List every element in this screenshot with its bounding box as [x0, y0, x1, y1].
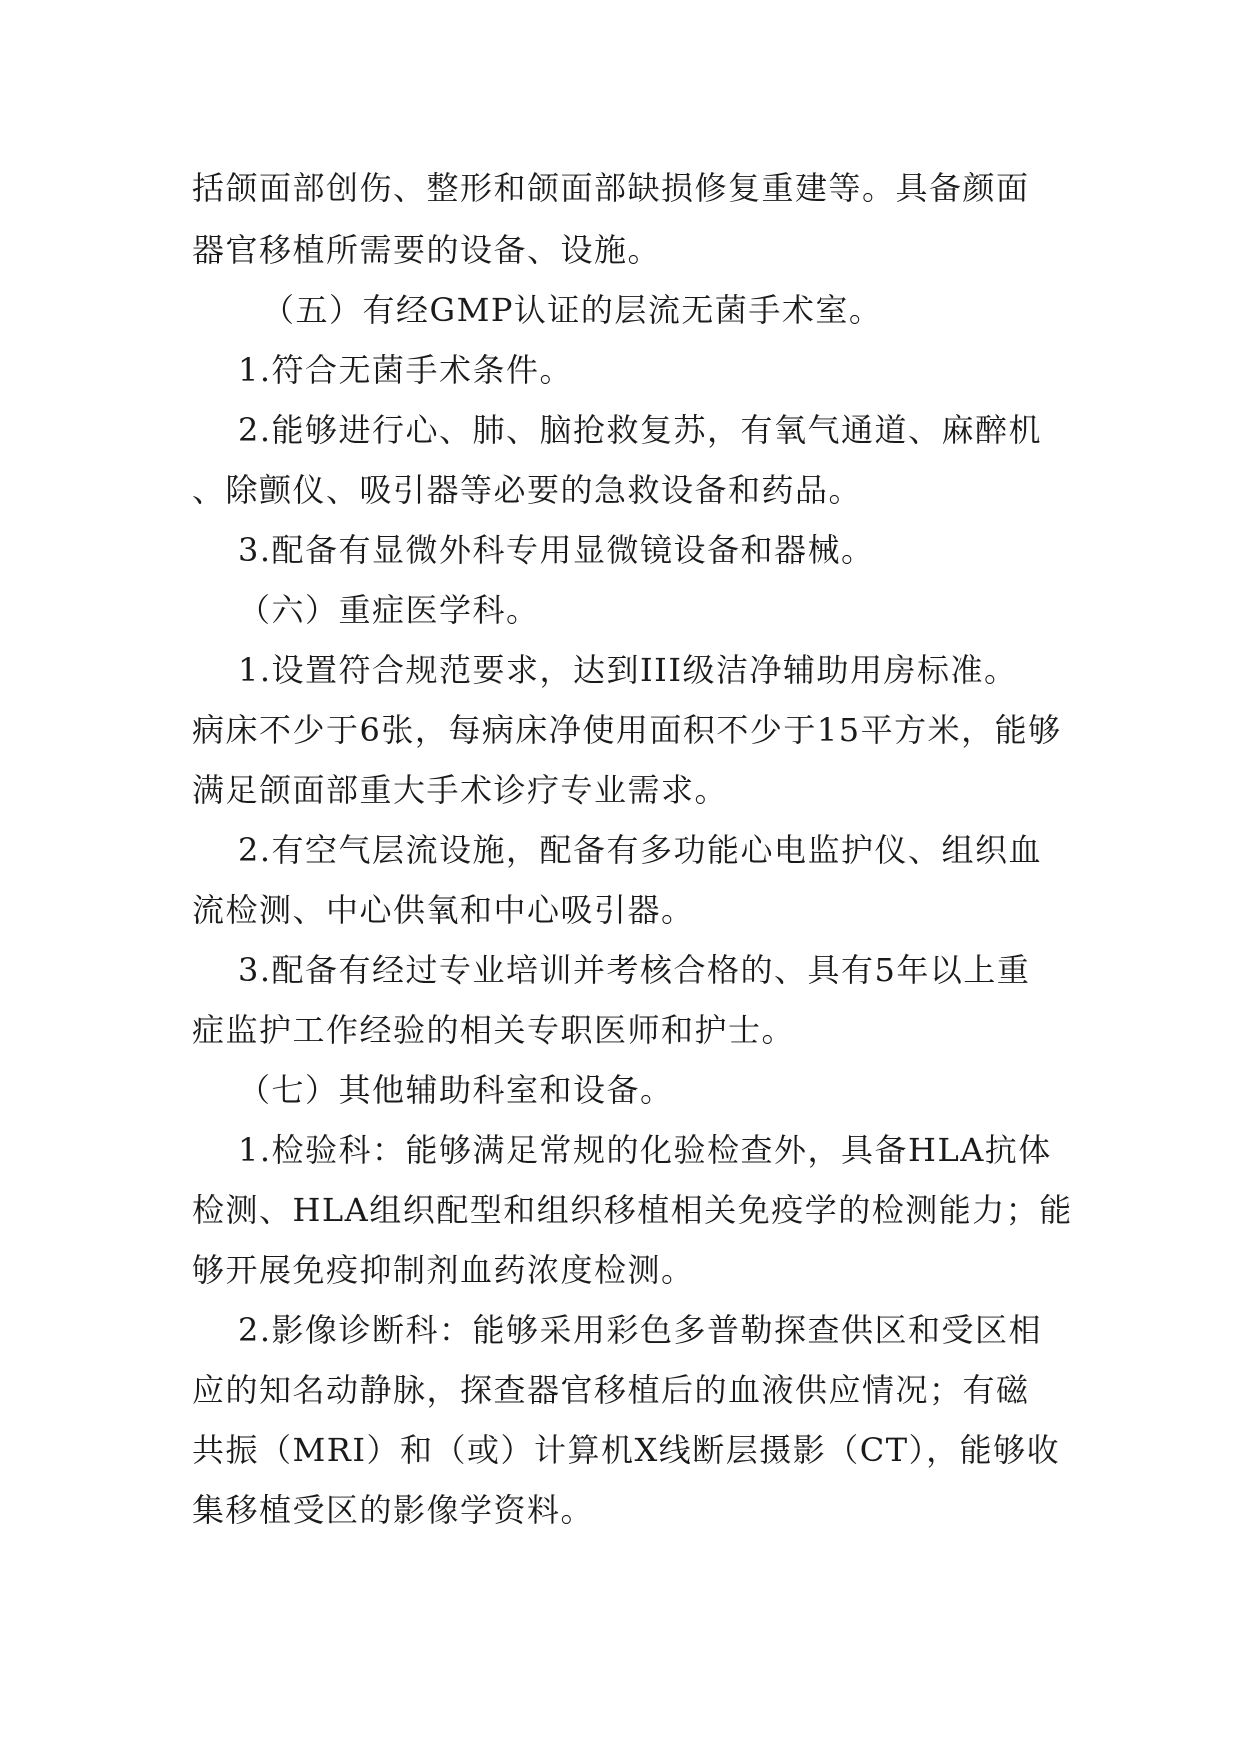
- list-item: 2.影像诊断科：能够采用彩色多普勒探查供区和受区相: [238, 1311, 1043, 1349]
- section-heading: （六）重症医学科。: [238, 591, 540, 629]
- text-line: 、除颤仪、吸引器等必要的急救设备和药品。: [192, 471, 863, 509]
- list-item: 3.配备有经过专业培训并考核合格的、具有5年以上重: [238, 951, 1031, 989]
- text-line: 应的知名动静脉，探查器官移植后的血液供应情况；有磁: [192, 1371, 1030, 1409]
- list-item: 2.有空气层流设施，配备有多功能心电监护仪、组织血: [238, 831, 1043, 869]
- text-line: 检测、HLA组织配型和组织移植相关免疫学的检测能力；能: [192, 1191, 1073, 1229]
- text-line: 病床不少于6张，每病床净使用面积不少于15平方米，能够: [192, 711, 1062, 749]
- list-item: 2.能够进行心、肺、脑抢救复苏，有氧气通道、麻醉机: [238, 411, 1043, 449]
- text-line: 够开展免疫抑制剂血药浓度检测。: [192, 1251, 695, 1289]
- text-line: 症监护工作经验的相关专职医师和护士。: [192, 1011, 796, 1049]
- list-item: 1.符合无菌手术条件。: [238, 351, 574, 389]
- list-item: 3.配备有显微外科专用显微镜设备和器械。: [238, 531, 875, 569]
- text-line: 流检测、中心供氧和中心吸引器。: [192, 891, 695, 929]
- text-line: 器官移植所需要的设备、设施。: [192, 231, 662, 269]
- list-item: 1.设置符合规范要求，达到III级洁净辅助用房标准。: [238, 651, 1018, 689]
- section-heading: （五）有经GMP认证的层流无菌手术室。: [262, 291, 883, 329]
- section-heading: （七）其他辅助科室和设备。: [238, 1071, 674, 1109]
- text-line: 括颌面部创伤、整形和颌面部缺损修复重建等。具备颜面: [192, 169, 1030, 207]
- list-item: 1.检验科：能够满足常规的化验检查外，具备HLA抗体: [238, 1131, 1052, 1169]
- text-line: 共振（MRI）和（或）计算机X线断层摄影（CT），能够收: [192, 1431, 1061, 1469]
- text-line: 集移植受区的影像学资料。: [192, 1491, 595, 1529]
- text-line: 满足颌面部重大手术诊疗专业需求。: [192, 771, 729, 809]
